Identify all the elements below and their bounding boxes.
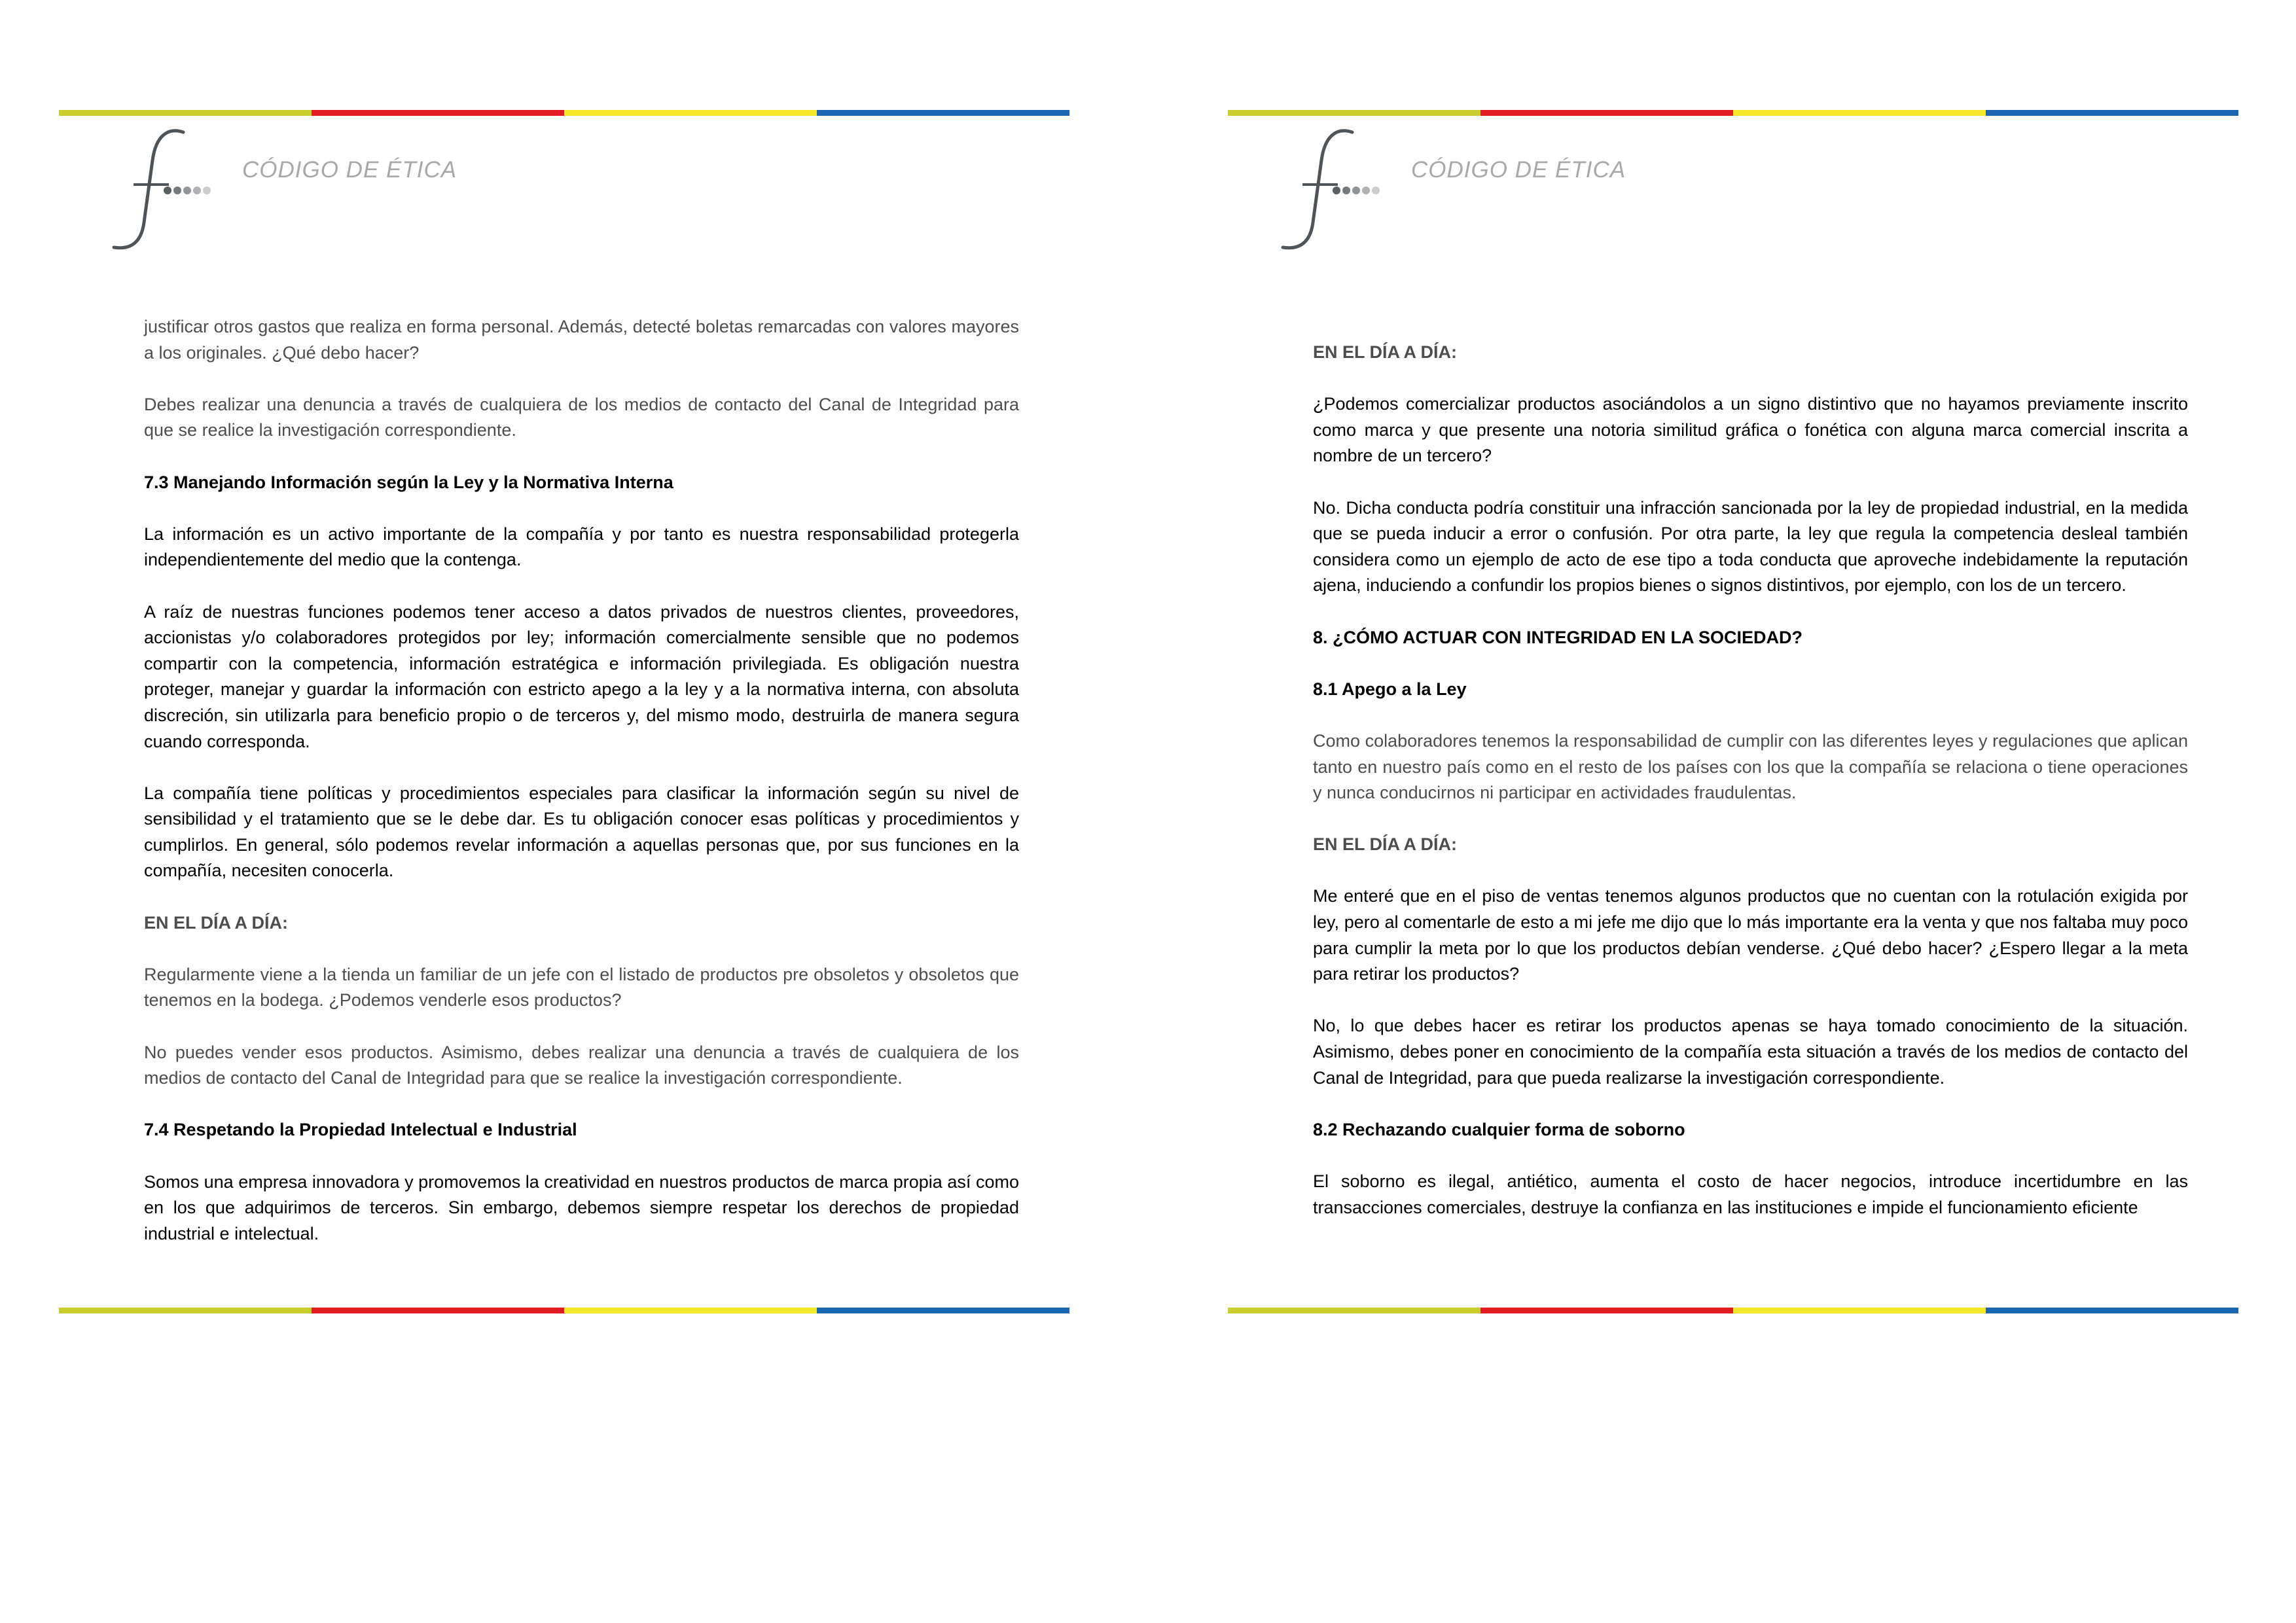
- section-heading: 7.3 Manejando Información según la Ley y la Normativa Interna: [144, 472, 673, 492]
- bar-segment-red: [312, 1308, 564, 1313]
- right-page: [1169, 0, 2296, 1623]
- subheading: EN EL DÍA A DÍA:: [1313, 834, 1458, 855]
- bar-segment-yellow: [1733, 1308, 1986, 1313]
- bar-segment-blue: [817, 110, 1069, 116]
- f-logo-icon: [1280, 124, 1398, 255]
- section-heading: 8.1 Apego a la Ley: [1313, 679, 1467, 699]
- section-heading: 8.2 Rechazando cualquier forma de soborno: [1313, 1119, 1685, 1139]
- paragraph: La compañía tiene políticas y procedimientos especiales para clasificar la información según su nivel de sensibilidad y el tratamiento que se le debe dar. Es tu obligación conocer esas políticas y procedimientos y cumplirlos. En general, sólo podemos revelar información a aquellas personas que, por sus funciones en la compañía, necesiten conocerla.: [144, 783, 1019, 881]
- paragraph: Regularmente viene a la tienda un familiar de un jefe con el listado de productos pre obsoletos y obsoletos que tenemos en la bodega. ¿Podemos venderle esos productos?: [144, 964, 1019, 1010]
- subheading: EN EL DÍA A DÍA:: [1313, 342, 1458, 362]
- bar-segment-blue: [1986, 110, 2238, 116]
- page-content: [1313, 340, 2188, 1247]
- paragraph: ¿Podemos comercializar productos asociándolos a un signo distintivo que no hayamos previamente inscrito como marca y que presente una notoria similitud gráfica o fonética con alguna marca comercial inscrita a nombre de un tercero?: [1313, 394, 2188, 466]
- paragraph: Como colaboradores tenemos la responsabilidad de cumplir con las diferentes leyes y regulaciones que aplican tanto en nuestro país como en el resto de los países con los que la compañía se relaciona o tiene operaciones y nunca conducirnos ni participar en actividades fraudulentas.: [1313, 730, 2188, 803]
- paragraph: No puedes vender esos productos. Asimismo, debes realizar una denuncia a través de cualquiera de los medios de contacto del Canal de Integridad para que se realice la investigación correspondiente.: [144, 1042, 1019, 1088]
- bar-segment-blue: [1986, 1308, 2238, 1313]
- bottom-color-bar: [1228, 1308, 2238, 1313]
- bar-segment-olive: [59, 110, 312, 116]
- paragraph: Somos una empresa innovadora y promovemos la creatividad en nuestros productos de marca propia así como en los que adquirimos de terceros. Sin embargo, debemos siempre respetar los derechos de propiedad industrial e intelectual.: [144, 1171, 1019, 1243]
- bar-segment-blue: [817, 1308, 1069, 1313]
- bar-segment-red: [1480, 1308, 1733, 1313]
- paragraph: A raíz de nuestras funciones podemos tener acceso a datos privados de nuestros clientes, proveedores, accionistas y/o colaboradores protegidos por ley; información comercialmente sensible que no podemos compartir con la competencia, información estratégica e información privilegiada. Es obligación nuestra proteger, manejar y guardar la información con estricto apego a la ley y a la normativa interna, con absoluta discreción, sin utilizarla para beneficio propio o de terceros y, del mismo modo, destruirla de manera segura cuando corresponda.: [144, 601, 1019, 751]
- page-content: [144, 314, 1019, 1273]
- section-heading: 8. ¿CÓMO ACTUAR CON INTEGRIDAD EN LA SOCIEDAD?: [1313, 627, 1803, 647]
- top-color-bar: [1228, 110, 2238, 116]
- header-title: CÓDIGO DE ÉTICA: [1411, 157, 1626, 183]
- paragraph: No, lo que debes hacer es retirar los productos apenas se haya tomado conocimiento de la situación. Asimismo, debes poner en conocimiento de la compañía esta situación a través de los medios de contacto del Canal de Integridad, para que pueda realizarse la investigación correspondiente.: [1313, 1016, 2188, 1088]
- bar-segment-olive: [59, 1308, 312, 1313]
- header-title: CÓDIGO DE ÉTICA: [242, 157, 457, 183]
- bar-segment-yellow: [1733, 110, 1986, 116]
- paragraph: Me enteré que en el piso de ventas tenemos algunos productos que no cuentan con la rotulación exigida por ley, pero al comentarle de esto a mi jefe me dijo que lo más importante era la venta y que nos faltaba muy poco para cumplir la meta por lo que los productos debían venderse. ¿Qué debo hacer? ¿Espero llegar a la meta para retirar los productos?: [1313, 886, 2188, 984]
- bottom-color-bar: [59, 1308, 1069, 1313]
- bar-segment-yellow: [564, 1308, 817, 1313]
- f-logo-icon: [111, 124, 229, 255]
- section-heading: 7.4 Respetando la Propiedad Intelectual e Industrial: [144, 1120, 577, 1140]
- paragraph: La información es un activo importante de la compañía y por tanto es nuestra responsabilidad protegerla independientemente del medio que la contenga.: [144, 524, 1019, 570]
- bar-segment-yellow: [564, 110, 817, 116]
- bar-segment-red: [312, 110, 564, 116]
- bar-segment-olive: [1228, 110, 1480, 116]
- paragraph: El soborno es ilegal, antiético, aumenta el costo de hacer negocios, introduce incertidumbre en las transacciones comerciales, destruye la confianza en las instituciones e impide el funcionamiento eficiente: [1313, 1171, 2188, 1217]
- bar-segment-olive: [1228, 1308, 1480, 1313]
- paragraph: Debes realizar una denuncia a través de cualquiera de los medios de contacto del Canal de Integridad para que se realice la investigación correspondiente.: [144, 394, 1019, 440]
- paragraph: justificar otros gastos que realiza en forma personal. Además, detecté boletas remarcadas con valores mayores a los originales. ¿Qué debo hacer?: [144, 317, 1019, 363]
- top-color-bar: [59, 110, 1069, 116]
- paragraph: No. Dicha conducta podría constituir una infracción sancionada por la ley de propiedad industrial, en la medida que se pueda inducir a error o confusión. Por otra parte, la ley que regula la competencia desleal también considera como un ejemplo de acto de ese tipo a toda conducta que aproveche indebidamente la reputación ajena, induciendo a confundir los propios bienes o signos distintivos, por ejemplo, con los de un tercero.: [1313, 497, 2188, 596]
- bar-segment-red: [1480, 110, 1733, 116]
- subheading: EN EL DÍA A DÍA:: [144, 912, 289, 933]
